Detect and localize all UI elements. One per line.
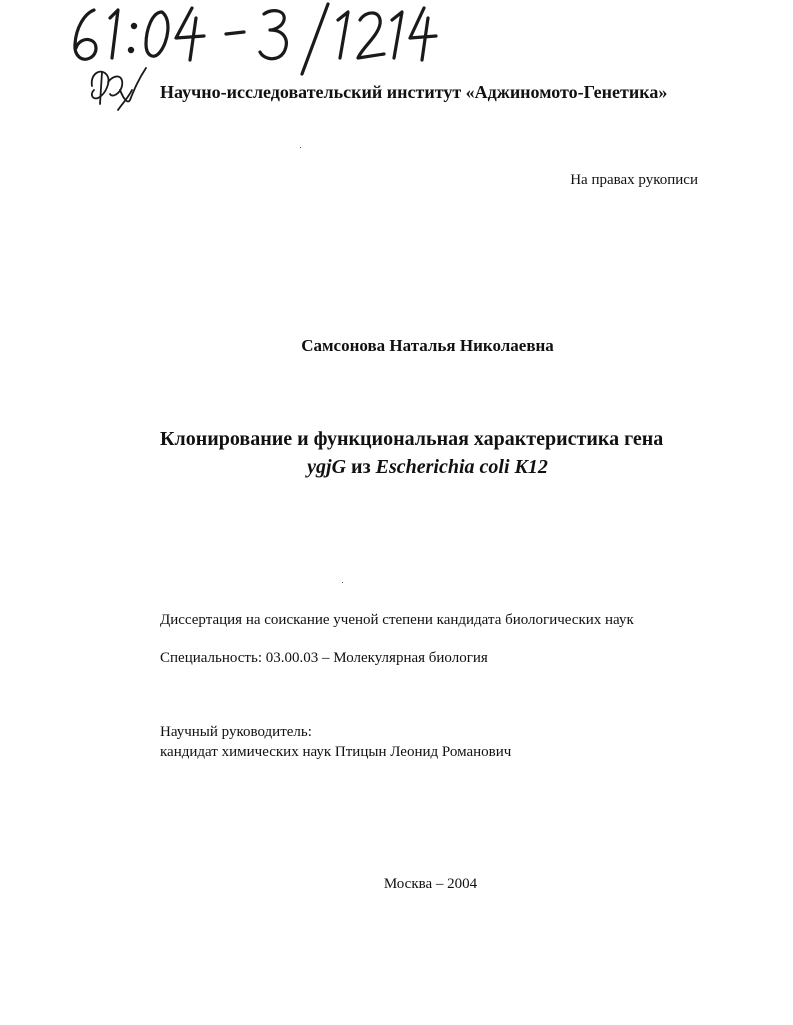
dissertation-title-line-2 [0,456,793,479]
supervisor-name: кандидат химических наук Птицын Леонид Романович [160,744,512,760]
city-and-year: Москва – 2004 [383,876,478,892]
manuscript-rights-note: На правах рукописи [570,172,698,188]
dissertation-title-line-1: Клонирование и функциональная характеристика гена [160,428,664,450]
scan-speck [300,147,301,148]
speciality-line: Специальность: 03.00.03 – Молекулярная биология [160,650,488,666]
handwritten-signature-mark [84,60,154,116]
institute-name: Научно-исследовательский институт «Аджиномото-Генетика» [160,82,668,102]
scan-speck [342,582,343,583]
organism-name: Escherichia coli K12 [375,456,548,478]
author-name: Самсонова Наталья Николаевна [301,336,554,355]
title-preposition: из [351,456,371,478]
gene-name: ygjG [307,456,347,478]
supervisor-label: Научный руководитель: [160,724,312,740]
degree-statement: Диссертация на соискание ученой степени кандидата биологических наук [160,612,634,628]
